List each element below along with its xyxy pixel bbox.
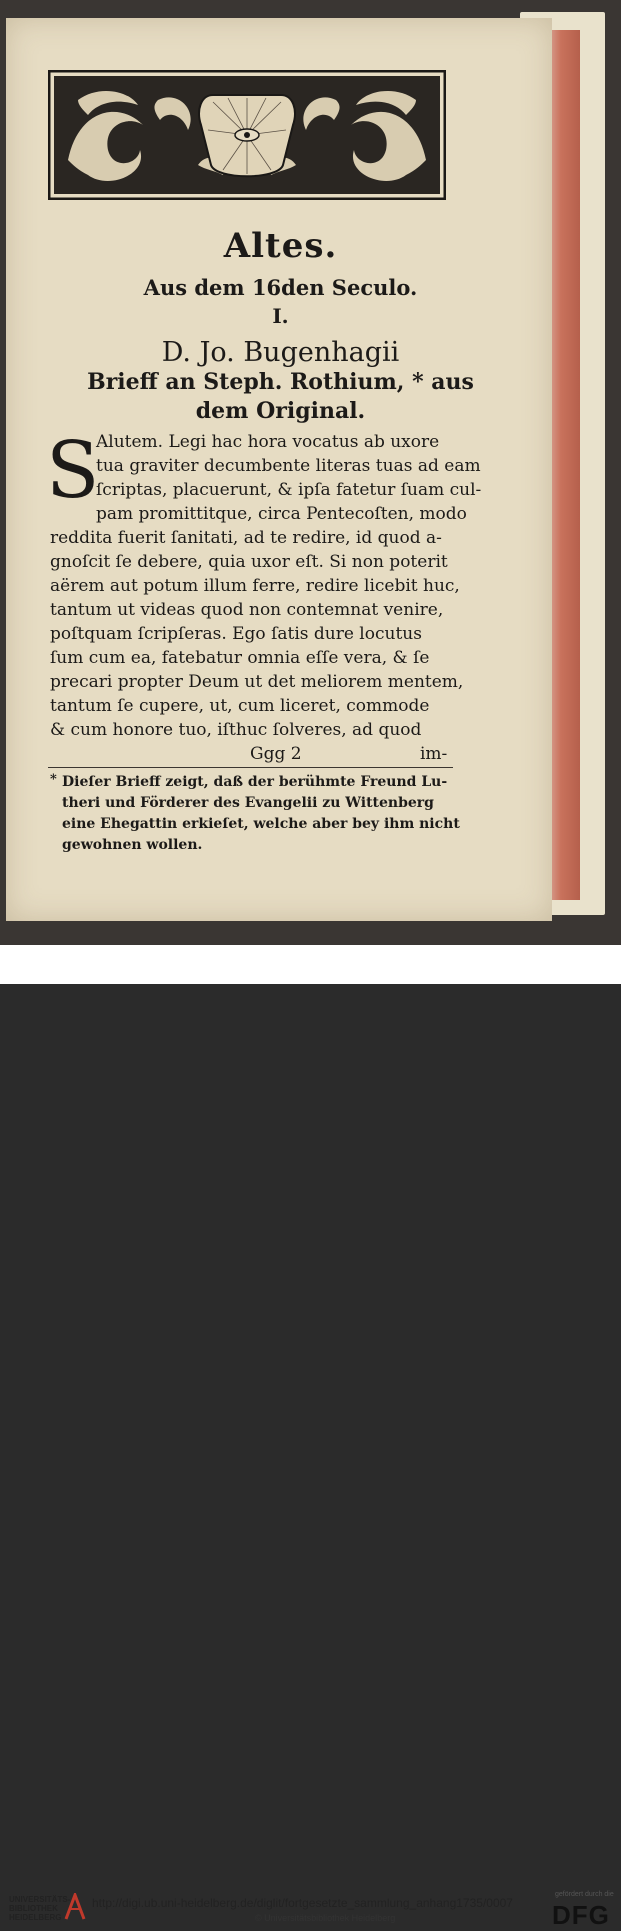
copyright-notice: © Universitätsbibliothek Heidelberg xyxy=(255,1913,396,1923)
letter-heading-line1: Brieff an Steph. Rothium, * aus xyxy=(87,369,474,395)
library-name: UNIVERSITÄTS- BIBLIOTHEK HEIDELBERG xyxy=(9,1895,71,1922)
footnote-line: theri und Förderer des Evangelii zu Wittenberg xyxy=(62,795,434,811)
body-line: ſum cum ea, fatebatur omnia eſſe vera, & ſe xyxy=(50,648,430,668)
dfg-logo: DFG xyxy=(552,1900,610,1930)
footnote-line: Dieſer Brieff zeigt, daß der berühmte Freund Lu- xyxy=(62,774,448,790)
page-edge xyxy=(548,30,580,900)
body-line: poſtquam ſcripſeras. Ego ſatis dure locutus xyxy=(50,624,422,644)
ornament-headpiece xyxy=(48,70,446,200)
body-line: tantum ſe cupere, ut, cum liceret, commode xyxy=(50,696,430,716)
footnote-mark: * xyxy=(50,772,57,787)
letter-heading-line2: dem Original. xyxy=(195,398,366,424)
section-numeral: I. xyxy=(272,304,289,328)
drop-cap: S xyxy=(46,426,100,516)
footnote-line: gewohnen wollen. xyxy=(62,837,203,853)
signature-mark: Ggg 2 xyxy=(250,744,302,764)
letter-author: D. Jo. Bugenhagii xyxy=(161,337,400,368)
permalink-url[interactable]: http://digi.ub.uni-heidelberg.de/diglit/fortgesetzte_sammlung_anhang1735/0007 xyxy=(92,1896,513,1910)
footnote-rule xyxy=(48,767,453,768)
body-line: pam promittitque, circa Pentecoſten, modo xyxy=(96,504,467,524)
section-title: Altes. xyxy=(223,226,338,266)
body-line: Alutem. Legi hac hora vocatus ab uxore xyxy=(96,432,440,452)
body-line: precari propter Deum ut det meliorem mentem, xyxy=(50,672,464,692)
scan-background xyxy=(0,0,621,945)
footnote-line: eine Ehegattin erkieſet, welche aber bey ihm nicht xyxy=(62,816,460,832)
library-logo-icon xyxy=(64,1893,86,1921)
body-line: & cum honore tuo, iſthuc ſolveres, ad quod xyxy=(50,720,422,740)
body-line: gnoſcit ſe debere, quia uxor eſt. Si non poterit xyxy=(50,552,448,572)
body-line: ſcriptas, placuerunt, & ipſa fatetur ſuam cul- xyxy=(96,480,482,500)
funding-note: gefördert durch die xyxy=(555,1891,614,1898)
catchword: im- xyxy=(420,744,448,764)
body-line: tua graviter decumbente literas tuas ad eam xyxy=(96,456,481,476)
section-subtitle: Aus dem 16den Seculo. xyxy=(143,275,418,300)
body-line: reddita fuerit ſanitati, ad te redire, id quod a- xyxy=(50,528,442,548)
body-line: aërem aut potum illum ferre, redire licebit huc, xyxy=(50,576,460,596)
body-line: tantum ut videas quod non contemnat venire, xyxy=(50,600,444,620)
viewer-footer xyxy=(0,945,621,1930)
